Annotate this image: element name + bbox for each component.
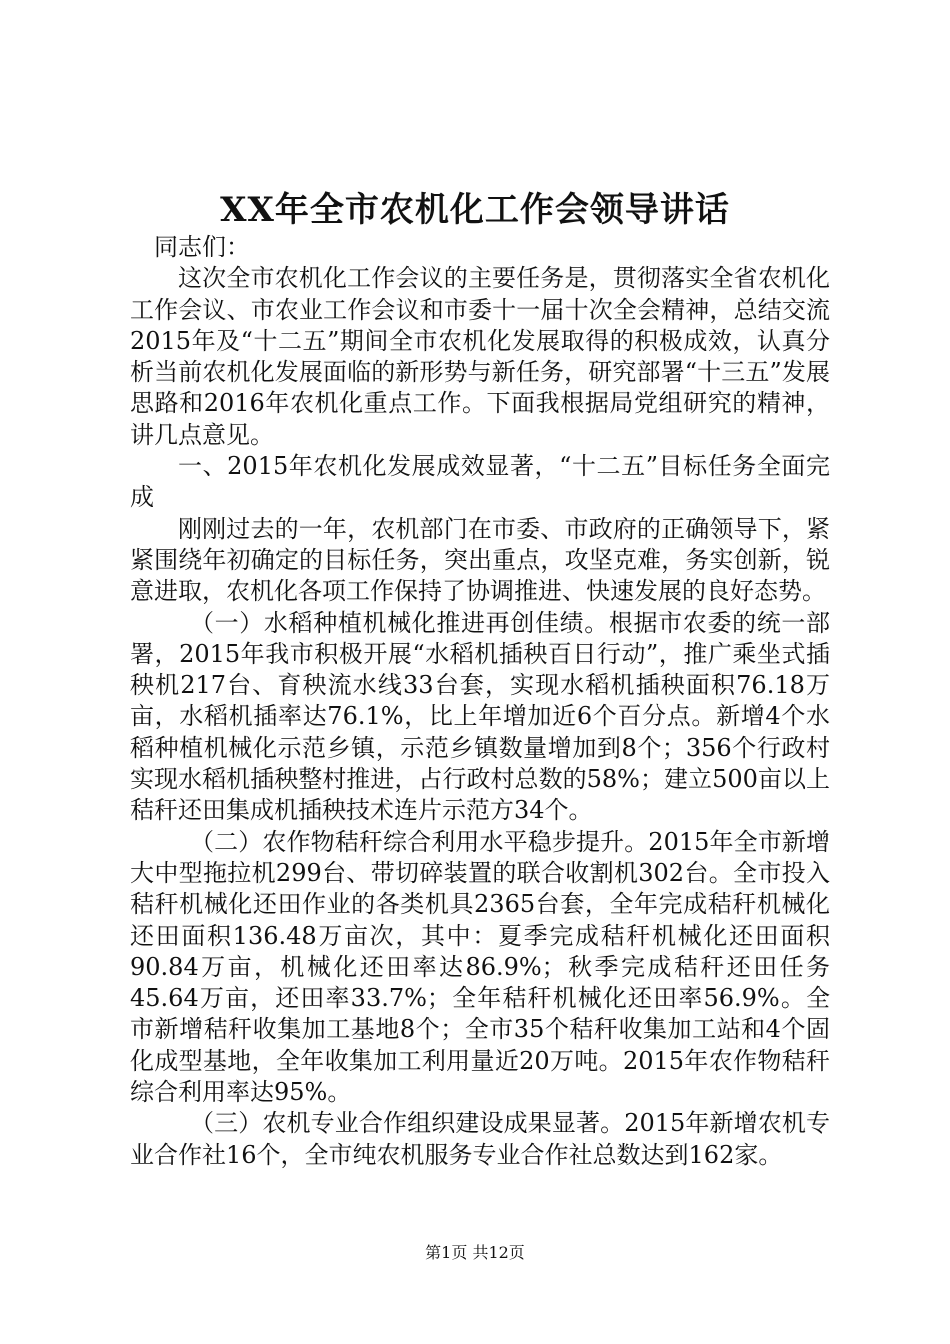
paragraph-intro: 这次全市农机化工作会议的主要任务是，贯彻落实全省农机化工作会议、市农业工作会议和市委十一届十次全会精神，总结交流2015年及“十二五”期间全市农机化发展取得的积极成效，认真分析当前农机化发展面临的新形势与新任务，研究部署“十三五”发展思路和2016年农机化重点工作。下面我根据局党组研究的精神，讲几点意见。 xyxy=(130,264,830,449)
paragraph-cooperatives: （三）农机专业合作组织建设成果显著。2015年新增农机专业合作社16个，全市纯农机服务专业合作社总数达到162家。 xyxy=(130,1109,830,1169)
section-heading-1: 一、2015年农机化发展成效显著，“十二五”目标任务全面完成 xyxy=(130,452,830,512)
document-title: XX年全市农机化工作会领导讲话 xyxy=(220,190,730,230)
salutation: 同志们： xyxy=(154,233,250,261)
paragraph-overview: 刚刚过去的一年，农机部门在市委、市政府的正确领导下，紧紧围绕年初确定的目标任务，突出重点，攻坚克难，务实创新，锐意进取，农机化各项工作保持了协调推进、快速发展的良好态势。 xyxy=(130,514,830,606)
paragraph-straw-utilization: （二）农作物秸秆综合利用水平稳步提升。2015年全市新增大中型拖拉机299台、带切碎装置的联合收割机302台。全市投入秸秆机械化还田作业的各类机具2365台套，全年完成秸秆机械化还田面积136.48万亩次，其中：夏季完成秸秆机械化还田面积90.84万亩，机械化还田率达86.9%；秋季完成秸秆还田任务45.64万亩，还田率33.7%；全年秸秆机械化还田率56.9%。全市新增秸秆收集加工基地8个；全市35个秸秆收集加工站和4个固化成型基地，全年收集加工利用量近20万吨。2015年农作物秸秆综合利用率达95%。 xyxy=(130,827,830,1107)
page-footer: 第1页 共12页 xyxy=(425,1243,525,1262)
document-body xyxy=(130,232,830,1171)
paragraph-rice-mechanization: （一）水稻种植机械化推进再创佳绩。根据市农委的统一部署，2015年我市积极开展“水稻机插秧百日行动”，推广乘坐式插秧机217台、育秧流水线33台套，实现水稻机插秧面积76.18万亩，水稻机插率达76.1%，比上年增加近6个百分点。新增4个水稻种植机械化示范乡镇，示范乡镇数量增加到8个；356个行政村实现水稻机插秧整村推进，占行政村总数的58%；建立500亩以上秸秆还田集成机插秧技术连片示范方34个。 xyxy=(130,608,830,825)
